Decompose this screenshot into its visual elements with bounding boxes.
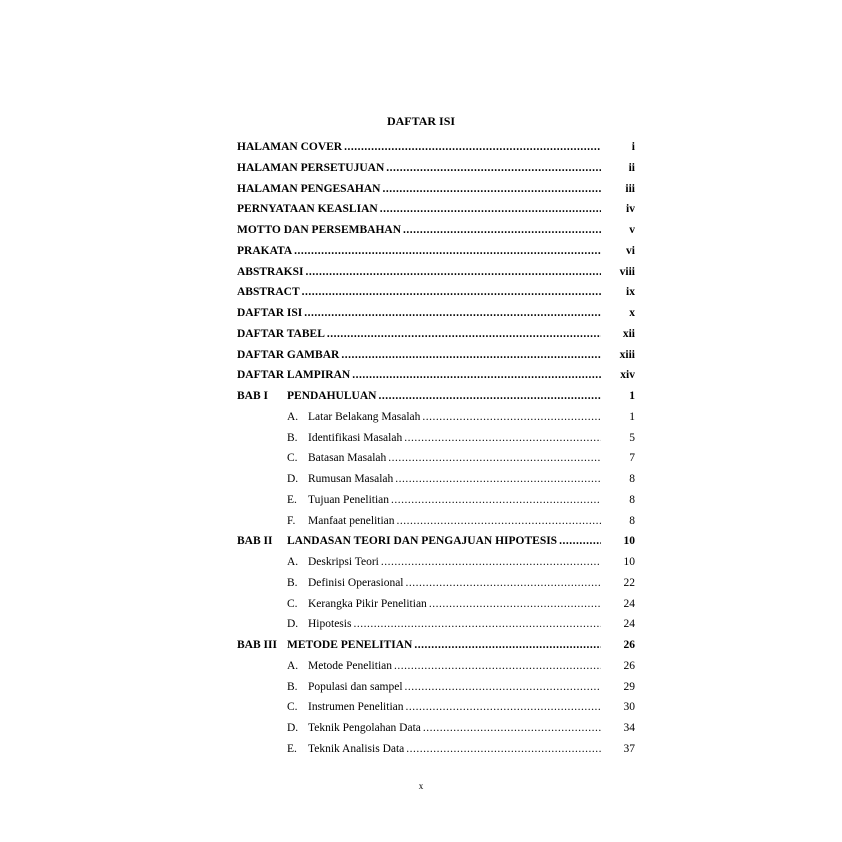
toc-row-section (237, 450, 635, 471)
toc-page-number: x (629, 307, 635, 319)
dot-leader (341, 347, 601, 363)
section-entry[interactable] (308, 679, 635, 695)
section-letter: A. (287, 659, 299, 672)
toc-entry-label: PERNYATAAN KEASLIAN (237, 203, 378, 216)
chapter-entry[interactable] (287, 533, 635, 549)
toc-row-section (237, 492, 635, 513)
toc-row-section (237, 554, 635, 575)
toc-page-number: viii (619, 265, 635, 278)
section-entry[interactable] (308, 575, 635, 591)
dot-leader (403, 222, 601, 238)
table-of-contents (237, 139, 635, 762)
toc-entry-label: HALAMAN COVER (237, 141, 343, 153)
section-letter: C. (287, 701, 298, 714)
section-letter: C. (287, 452, 298, 465)
section-entry[interactable] (308, 699, 635, 715)
section-letter: B. (287, 431, 298, 444)
toc-entry-label: ABSTRAKSI (237, 265, 304, 278)
toc-entry[interactable] (237, 305, 635, 321)
toc-entry-label: Tujuan Penelitian (308, 493, 390, 506)
toc-row-chapter (237, 388, 635, 409)
dot-leader (422, 409, 601, 425)
toc-row-chapter (237, 637, 635, 658)
toc-row-front-matter (237, 139, 635, 160)
section-letter: B. (287, 576, 298, 589)
section-entry[interactable] (308, 596, 635, 612)
toc-entry[interactable] (237, 367, 635, 383)
section-letter: F. (287, 514, 296, 527)
toc-page-number: xiv (620, 369, 635, 382)
section-letter: D. (287, 618, 299, 631)
dot-leader (405, 679, 601, 695)
section-letter: D. (287, 473, 299, 485)
toc-row-section (237, 741, 635, 762)
toc-page-number: 30 (623, 701, 635, 714)
toc-entry[interactable] (237, 181, 635, 197)
toc-entry[interactable] (237, 347, 635, 363)
toc-page-number: 10 (623, 556, 635, 568)
toc-page-number: 8 (629, 473, 635, 485)
toc-page-number: 1 (629, 410, 635, 423)
toc-page-number: 26 (623, 659, 635, 672)
toc-entry[interactable] (237, 139, 635, 155)
section-letter: B. (287, 680, 298, 693)
section-entry[interactable] (308, 450, 635, 466)
toc-row-front-matter (237, 264, 635, 285)
toc-entry-label: Rumusan Masalah (308, 473, 394, 485)
dot-leader (406, 699, 602, 715)
page-title: DAFTAR ISI (386, 114, 456, 128)
chapter-number: BAB II (237, 535, 273, 548)
toc-entry-label: Batasan Masalah (308, 452, 387, 465)
dot-leader (386, 160, 601, 176)
toc-page-number: 24 (623, 597, 635, 610)
chapter-entry[interactable] (287, 388, 635, 404)
section-entry[interactable] (308, 616, 635, 632)
dot-leader (378, 388, 601, 404)
toc-page-number: 1 (629, 390, 635, 402)
toc-page-number: ii (628, 161, 635, 174)
dot-leader (394, 658, 601, 674)
toc-entry-label: DAFTAR LAMPIRAN (237, 369, 351, 382)
section-entry[interactable] (308, 554, 635, 570)
dot-leader (414, 637, 601, 653)
section-entry[interactable] (308, 658, 635, 674)
dot-leader (353, 616, 601, 632)
toc-page-number: xiii (619, 348, 635, 361)
toc-page-number: 8 (629, 514, 635, 527)
dot-leader (404, 430, 601, 446)
dot-leader (395, 471, 601, 487)
toc-page-number: 24 (623, 618, 635, 631)
toc-page-number: 7 (629, 452, 635, 465)
toc-row-section (237, 471, 635, 492)
toc-entry-label: DAFTAR TABEL (237, 327, 325, 340)
section-entry[interactable] (308, 409, 635, 425)
toc-entry[interactable] (237, 201, 635, 217)
toc-row-section (237, 699, 635, 720)
dot-leader (305, 264, 601, 280)
toc-row-front-matter (237, 326, 635, 347)
toc-row-section (237, 596, 635, 617)
toc-entry-label: Metode Penelitian (308, 659, 392, 672)
toc-row-front-matter (237, 347, 635, 368)
toc-page-number: 10 (623, 535, 635, 548)
dot-leader (304, 305, 601, 321)
toc-entry[interactable] (237, 160, 635, 176)
toc-entry-label: DAFTAR GAMBAR (237, 348, 340, 361)
toc-row-section (237, 430, 635, 451)
toc-row-front-matter (237, 222, 635, 243)
dot-leader (406, 741, 601, 757)
section-entry[interactable] (308, 513, 635, 529)
toc-page-number: iii (625, 182, 635, 195)
toc-entry-label: PRAKATA (237, 244, 293, 257)
toc-entry-label: Deskripsi Teori (308, 556, 379, 568)
section-letter: A. (287, 556, 299, 568)
section-letter: A. (287, 410, 299, 423)
toc-row-front-matter (237, 201, 635, 222)
toc-entry-label: LANDASAN TEORI DAN PENGAJUAN HIPOTESIS (287, 535, 558, 548)
chapter-number: BAB III (237, 639, 277, 651)
dot-leader (423, 720, 601, 736)
toc-row-front-matter (237, 284, 635, 305)
toc-entry-label: ABSTRACT (237, 286, 300, 299)
toc-entry-label: Kerangka Pikir Penelitian (308, 597, 427, 610)
dot-leader (397, 513, 601, 529)
toc-entry-label: Teknik Analisis Data (308, 742, 405, 755)
toc-entry-label: PENDAHULUAN (287, 390, 377, 402)
toc-entry[interactable] (237, 264, 635, 280)
toc-entry-label: Definisi Operasional (308, 576, 404, 589)
section-entry[interactable] (308, 430, 635, 446)
toc-page-number: ix (626, 286, 635, 299)
toc-page-number: 26 (623, 639, 635, 651)
dot-leader (388, 450, 601, 466)
dot-leader (559, 533, 601, 549)
toc-page-number: iv (626, 203, 635, 216)
toc-row-front-matter (237, 305, 635, 326)
dot-leader (352, 367, 601, 383)
section-entry[interactable] (308, 741, 635, 757)
toc-page-number: 5 (629, 431, 635, 444)
dot-leader (302, 284, 601, 300)
toc-page-number: 22 (623, 576, 635, 589)
dot-leader (382, 181, 601, 197)
toc-row-section (237, 409, 635, 430)
toc-entry-label: Manfaat penelitian (308, 514, 395, 527)
section-letter: C. (287, 597, 298, 610)
toc-entry-label: Populasi dan sampel (308, 680, 403, 693)
toc-entry-label: DAFTAR ISI (237, 307, 303, 319)
toc-entry-label: Instrumen Penelitian (308, 701, 404, 714)
toc-entry-label: HALAMAN PENGESAHAN (237, 182, 381, 195)
toc-entry-label: MOTTO DAN PERSEMBAHAN (237, 224, 401, 236)
toc-entry-label: HALAMAN PERSETUJUAN (237, 161, 385, 174)
toc-entry[interactable] (237, 326, 635, 342)
dot-leader (391, 492, 601, 508)
toc-entry-label: METODE PENELITIAN (287, 639, 413, 651)
dot-leader (327, 326, 601, 342)
toc-row-section (237, 679, 635, 700)
toc-page-number: v (629, 224, 635, 236)
toc-row-chapter (237, 533, 635, 554)
toc-page-number: vi (626, 244, 635, 257)
toc-page-number: 34 (623, 722, 635, 734)
dot-leader (294, 243, 601, 259)
toc-entry-label: Hipotesis (308, 618, 352, 631)
toc-row-front-matter (237, 243, 635, 264)
toc-entry[interactable] (237, 222, 635, 238)
toc-entry[interactable] (237, 243, 635, 259)
toc-page-number: 8 (629, 493, 635, 506)
section-letter: E. (287, 493, 297, 506)
toc-row-front-matter (237, 160, 635, 181)
page-number: x (418, 781, 424, 791)
toc-row-section (237, 513, 635, 534)
section-entry[interactable] (308, 492, 635, 508)
toc-row-section (237, 575, 635, 596)
section-entry[interactable] (308, 471, 635, 487)
dot-leader (406, 575, 602, 591)
toc-entry-label: Latar Belakang Masalah (308, 410, 421, 423)
toc-entry-label: Identifikasi Masalah (308, 431, 403, 444)
toc-page-number: i (631, 141, 635, 153)
toc-row-section (237, 658, 635, 679)
toc-entry-label: Teknik Pengolahan Data (308, 722, 421, 734)
chapter-number: BAB I (237, 390, 268, 402)
section-letter: D. (287, 722, 299, 734)
section-entry[interactable] (308, 720, 635, 736)
toc-row-front-matter (237, 181, 635, 202)
dot-leader (344, 139, 601, 155)
dot-leader (381, 554, 601, 570)
toc-row-front-matter (237, 367, 635, 388)
dot-leader (380, 201, 601, 217)
dot-leader (429, 596, 601, 612)
toc-row-section (237, 720, 635, 741)
toc-page-number: xii (622, 327, 635, 340)
chapter-entry[interactable] (287, 637, 635, 653)
toc-row-section (237, 616, 635, 637)
toc-entry[interactable] (237, 284, 635, 300)
toc-page-number: 37 (623, 742, 635, 755)
toc-page-number: 29 (623, 680, 635, 693)
section-letter: E. (287, 742, 297, 755)
